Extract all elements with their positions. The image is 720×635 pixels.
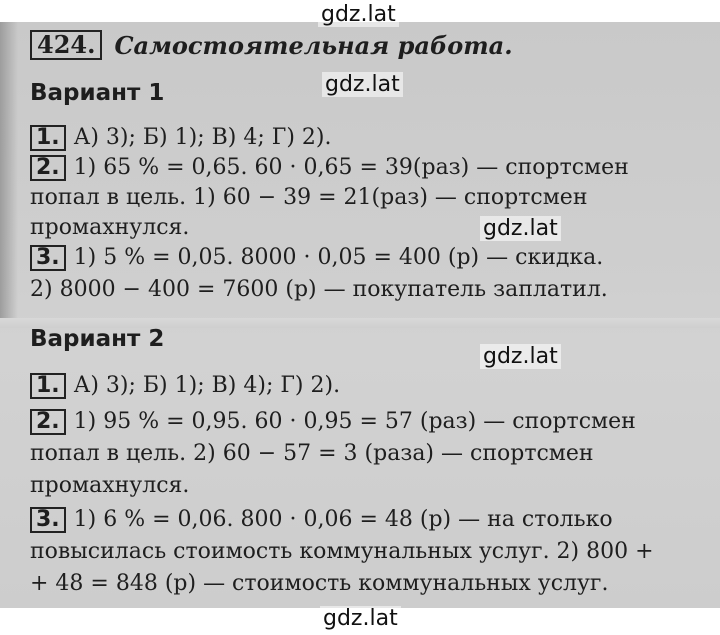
v2-task3 [30, 506, 613, 534]
v1-task1 [30, 124, 331, 152]
v2-task3-line-2: повысилась стоимость коммунальных услуг. 2) 800 + [30, 539, 654, 564]
v1-task2-number: 2. [30, 155, 66, 181]
v2-task1-number: 1. [30, 373, 66, 399]
v1-task3 [30, 244, 603, 272]
v1-task3-line-2: 2) 8000 − 400 = 7600 (р) — покупатель заплатил. [30, 277, 608, 302]
watermark-1: gdz.lat [322, 72, 403, 97]
watermark-top: gdz.lat [318, 2, 399, 27]
v2-task3-number: 3. [30, 507, 66, 533]
page-shadow [0, 22, 18, 318]
v2-task2-line-1: 1) 95 % = 0,95. 60 · 0,95 = 57 (раз) — спортсмен [73, 409, 636, 434]
exercise-number: 424. [30, 30, 102, 60]
v1-task1-line-1: А) 3); Б) 1); В) 4; Г) 2). [73, 125, 332, 150]
v1-task2-line-1: 1) 65 % = 0,65. 60 · 0,65 = 39(раз) — спортсмен [73, 155, 629, 180]
v1-task3-number: 3. [30, 245, 66, 271]
variant-1-heading: Вариант 1 [30, 80, 165, 106]
watermark-2: gdz.lat [480, 216, 561, 241]
exercise-title [30, 30, 513, 60]
v2-task2-line-3: промахнулся. [30, 473, 190, 498]
v1-task1-number: 1. [30, 125, 66, 151]
v2-task1-line-1: А) 3); Б) 1); В) 4); Г) 2). [73, 373, 341, 398]
v2-task3-line-3: + 48 = 848 (р) — стоимость коммунальных услуг. [30, 571, 609, 596]
watermark-bottom: gdz.lat [320, 606, 401, 631]
watermark-3: gdz.lat [480, 344, 561, 369]
v1-task3-line-1: 1) 5 % = 0,05. 8000 · 0,05 = 400 (р) — скидка. [73, 245, 604, 270]
v2-task2-number: 2. [30, 409, 66, 435]
v1-task2-line-2: попал в цель. 1) 60 − 39 = 21(раз) — спортсмен [30, 185, 588, 210]
v2-task3-line-1: 1) 6 % = 0,06. 800 · 0,06 = 48 (р) — на столько [73, 507, 613, 532]
v2-task2-line-2: попал в цель. 2) 60 − 57 = 3 (раза) — спортсмен [30, 441, 594, 466]
exercise-title-text: Самостоятельная работа. [114, 30, 513, 60]
variant-2-heading: Вариант 2 [30, 326, 165, 352]
v1-task2-line-3: промахнулся. [30, 215, 190, 240]
v2-task1 [30, 372, 340, 400]
v2-task2 [30, 408, 636, 436]
v1-task2 [30, 154, 629, 182]
